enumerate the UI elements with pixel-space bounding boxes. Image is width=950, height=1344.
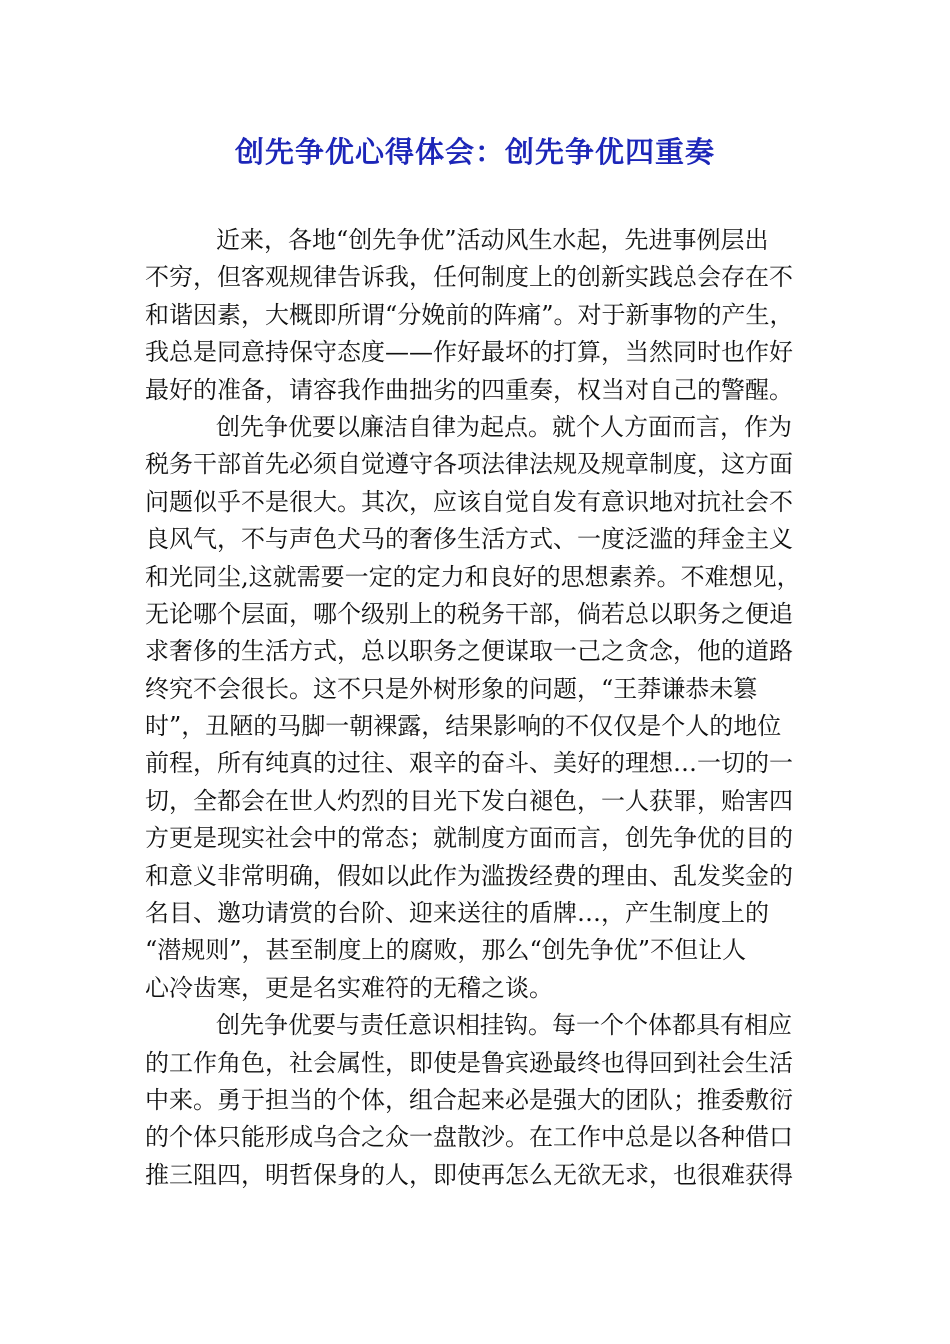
text-line: 和谐因素，大概即所谓“分娩前的阵痛”。对于新事物的产生， — [145, 300, 794, 329]
text-line: 良风气，不与声色犬马的奢侈生活方式、一度泛滥的拜金主义 — [145, 525, 793, 554]
document-title: 创先争优心得体会：创先争优四重奏 — [234, 135, 715, 169]
text-line: 最好的准备，请容我作曲拙劣的四重奏，权当对自己的警醒。 — [145, 375, 793, 404]
text-line: 问题似乎不是很大。其次，应该自觉自发有意识地对抗社会不 — [145, 487, 793, 516]
text-line: 切，全都会在世人灼烈的目光下发白褪色，一人获罪，贻害四 — [145, 786, 793, 815]
text-line: 中来。勇于担当的个体，组合起来必是强大的团队；推委敷衍 — [145, 1085, 793, 1114]
text-line: 不穷，但客观规律告诉我，任何制度上的创新实践总会存在不 — [145, 263, 793, 292]
text-line: 方更是现实社会中的常态；就制度方面而言，创先争优的目的 — [145, 824, 793, 853]
text-line: 心冷齿寒，更是名实难符的无稽之谈。 — [145, 973, 553, 1002]
document-body — [145, 222, 810, 1194]
text-line: 和光同尘,这就需要一定的定力和良好的思想素养。不难想见， — [145, 562, 801, 591]
text-line: 税务干部首先必须自觉遵守各项法律法规及规章制度，这方面 — [145, 450, 793, 479]
text-line: 近来，各地“创先争优”活动风生水起，先进事例层出 — [216, 226, 769, 254]
text-line: 前程，所有纯真的过往、艰辛的奋斗、美好的理想…一切的一 — [145, 749, 793, 778]
text-line: 我总是同意持保守态度——作好最坏的打算，当然同时也作好 — [145, 338, 793, 367]
text-line: 名目、邀功请赏的台阶、迎来送往的盾牌…，产生制度上的 — [145, 899, 769, 928]
text-line: 时”，丑陋的马脚一朝裸露，结果影响的不仅仅是个人的地位 — [145, 712, 782, 741]
text-line: 的个体只能形成乌合之众一盘散沙。在工作中总是以各种借口 — [145, 1123, 793, 1152]
text-line: “潜规则”，甚至制度上的腐败，那么“创先争优”不但让人 — [145, 936, 747, 965]
text-line: 创先争优要以廉洁自律为起点。就个人方面而言，作为 — [216, 412, 792, 441]
text-line: 推三阻四，明哲保身的人，即使再怎么无欲无求，也很难获得 — [145, 1160, 793, 1189]
text-line: 和意义非常明确，假如以此作为滥拨经费的理由、乱发奖金的 — [145, 861, 793, 890]
text-line: 终究不会很长。这不只是外树形象的问题，“王莽谦恭未篡 — [145, 674, 758, 703]
text-line: 的工作角色，社会属性，即使是鲁宾逊最终也得回到社会生活 — [145, 1048, 793, 1077]
text-line: 求奢侈的生活方式，总以职务之便谋取一己之贪念，他的道路 — [145, 637, 793, 666]
text-line: 无论哪个层面，哪个级别上的税务干部，倘若总以职务之便追 — [145, 599, 793, 628]
text-line: 创先争优要与责任意识相挂钩。每一个个体都具有相应 — [216, 1011, 792, 1040]
